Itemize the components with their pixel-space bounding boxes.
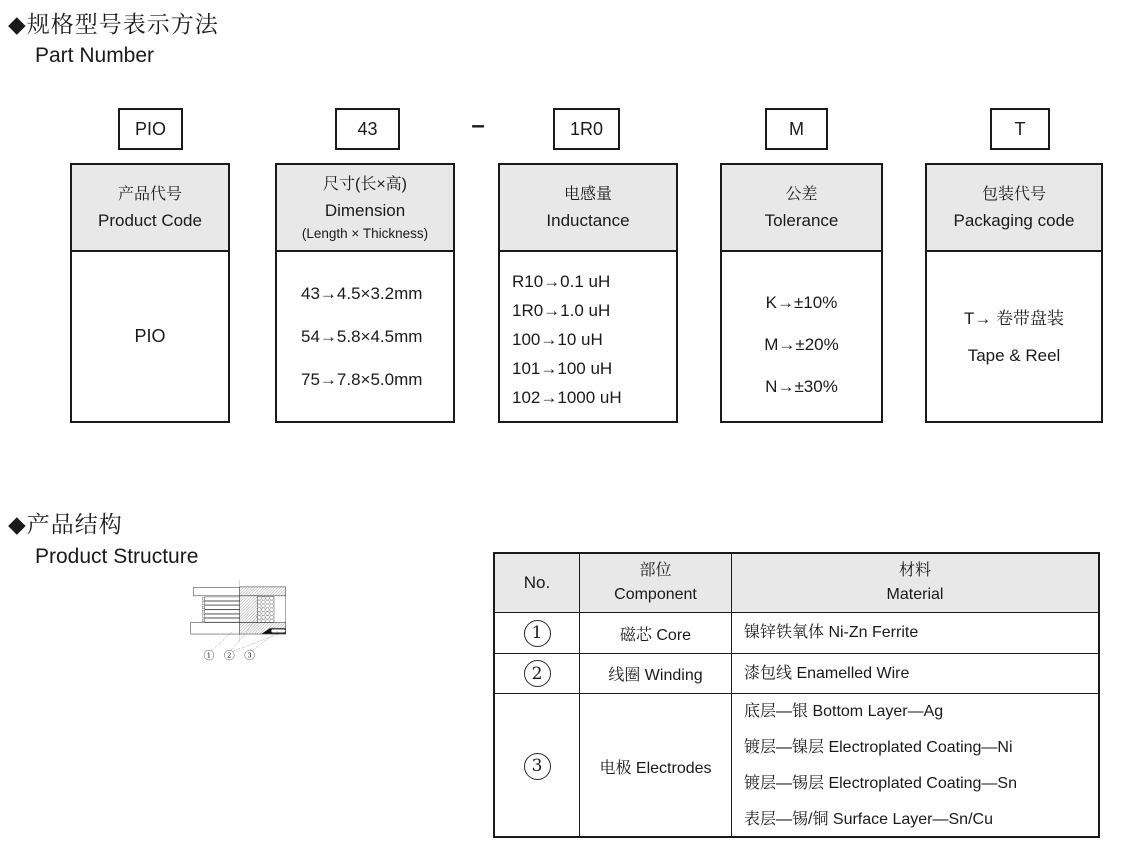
header-packaging-en: Packaging code — [953, 210, 1075, 230]
table-row-core-no — [495, 613, 580, 654]
material-winding-line: 漆包线 Enamelled Wire — [744, 664, 910, 682]
structure-table — [493, 552, 1100, 838]
dimension-option: 43→4.5×3.2mm — [301, 284, 423, 303]
part-number-title-cn: ◆规格型号表示方法 — [8, 11, 219, 37]
header-packaging-cn: 包装代号 — [981, 185, 1046, 203]
body-product-code — [70, 252, 230, 423]
dimension-option: 75→7.8×5.0mm — [301, 370, 423, 389]
code-separator-dash: – — [471, 112, 485, 139]
part-number-title-en: Part Number — [35, 44, 155, 67]
callout-1 — [204, 650, 214, 660]
core-top-plate-outline — [194, 587, 240, 595]
header-tolerance-en: Tolerance — [764, 210, 839, 230]
material-electrodes-line: 镀层—锡层 Electroplated Coating—Sn — [744, 775, 1018, 792]
circled-number-3: 3 — [524, 753, 551, 780]
tolerance-option: K→±10% — [765, 293, 838, 312]
table-row-electrodes-no — [495, 694, 580, 838]
table-header-material — [732, 554, 1098, 613]
code-box-inductance: 1R0 — [553, 108, 620, 150]
header-tolerance — [720, 163, 883, 252]
table-row-winding-no — [495, 654, 580, 694]
table-row-electrodes-material — [732, 694, 1098, 838]
material-electrodes-line: 表层—锡/铜 Surface Layer—Sn/Cu — [744, 811, 993, 828]
table-header-no — [495, 554, 580, 613]
core-center-column-hatched — [240, 596, 258, 623]
table-header-material-en: Material — [886, 586, 944, 603]
table-row-winding-component — [580, 654, 732, 694]
header-product-code-en: Product Code — [98, 210, 202, 230]
circled-number-2: 2 — [524, 660, 551, 687]
material-electrodes-line: 镀层—镍层 Electroplated Coating—Ni — [744, 739, 1013, 756]
material-core-line: 镍锌铁氧体 Ni-Zn Ferrite — [744, 624, 919, 641]
tolerance-option: M→±20% — [764, 335, 839, 354]
header-dimension-cn: 尺寸(长×高) — [322, 175, 407, 193]
table-header-component-en: Component — [614, 586, 697, 603]
header-product-code-cn: 产品代号 — [117, 185, 182, 203]
header-tolerance-cn: 公差 — [785, 185, 818, 203]
header-inductance-cn: 电感量 — [563, 185, 612, 203]
table-row-winding-material — [732, 654, 1098, 694]
winding-slats — [202, 597, 239, 622]
table-header-component — [580, 554, 732, 613]
body-dimension — [275, 252, 455, 423]
code-box-packaging: T — [990, 108, 1050, 150]
table-row-core-material — [732, 613, 1098, 654]
code-box-tolerance: M — [765, 108, 828, 150]
header-dimension-en: Dimension — [324, 200, 406, 220]
table-row-core-component — [580, 613, 732, 654]
code-box-product: PIO — [118, 108, 183, 150]
inductance-option: R10→0.1 uH — [512, 272, 611, 291]
component-core-label: 磁芯 Core — [619, 626, 692, 644]
circled-number-1: 1 — [524, 620, 551, 647]
body-packaging — [925, 252, 1103, 423]
table-header-no-label: No. — [523, 573, 551, 592]
component-electrodes-label: 电极 Electrodes — [599, 759, 712, 777]
structure-title-cn: ◆产品结构 — [8, 511, 123, 537]
callout-2-label: 2 — [227, 652, 232, 660]
callout-3 — [245, 650, 255, 660]
product-structure-diagram — [50, 578, 450, 848]
body-tolerance — [720, 252, 883, 423]
material-electrodes-line: 底层—银 Bottom Layer—Ag — [744, 703, 944, 720]
component-winding-label: 线圈 Winding — [608, 667, 703, 684]
header-inductance — [498, 163, 678, 252]
header-packaging — [925, 163, 1103, 252]
packaging-option-en: Tape & Reel — [967, 345, 1061, 365]
callout-1-label: 1 — [206, 652, 211, 660]
callout-2 — [224, 650, 234, 660]
table-header-material-cn: 材料 — [898, 562, 931, 579]
packaging-option-cn: T→ 卷带盘装 — [963, 308, 1065, 328]
header-product-code — [70, 163, 230, 252]
code-box-dimension: 43 — [335, 108, 400, 150]
tolerance-option: N→±30% — [765, 377, 838, 396]
body-inductance — [498, 252, 678, 423]
dimension-option: 54→5.8×4.5mm — [301, 327, 423, 346]
inductance-option: 1R0→1.0 uH — [512, 301, 611, 320]
table-header-component-cn: 部位 — [639, 562, 672, 579]
inductance-option: 102→1000 uH — [512, 388, 622, 407]
header-dimension — [275, 163, 455, 252]
table-row-electrodes-component — [580, 694, 732, 838]
header-inductance-en: Inductance — [546, 210, 630, 230]
structure-title-en: Product Structure — [35, 545, 199, 568]
inductance-option: 101→100 uH — [512, 359, 613, 378]
header-dimension-sub: (Length × Thickness) — [301, 225, 429, 241]
core-top-plate-hatched — [240, 587, 286, 596]
core-bottom-flange-outline — [191, 623, 240, 634]
product-code-value: PIO — [134, 326, 166, 346]
inductance-option: 100→10 uH — [512, 330, 603, 349]
callout-3-label: 3 — [247, 652, 252, 660]
